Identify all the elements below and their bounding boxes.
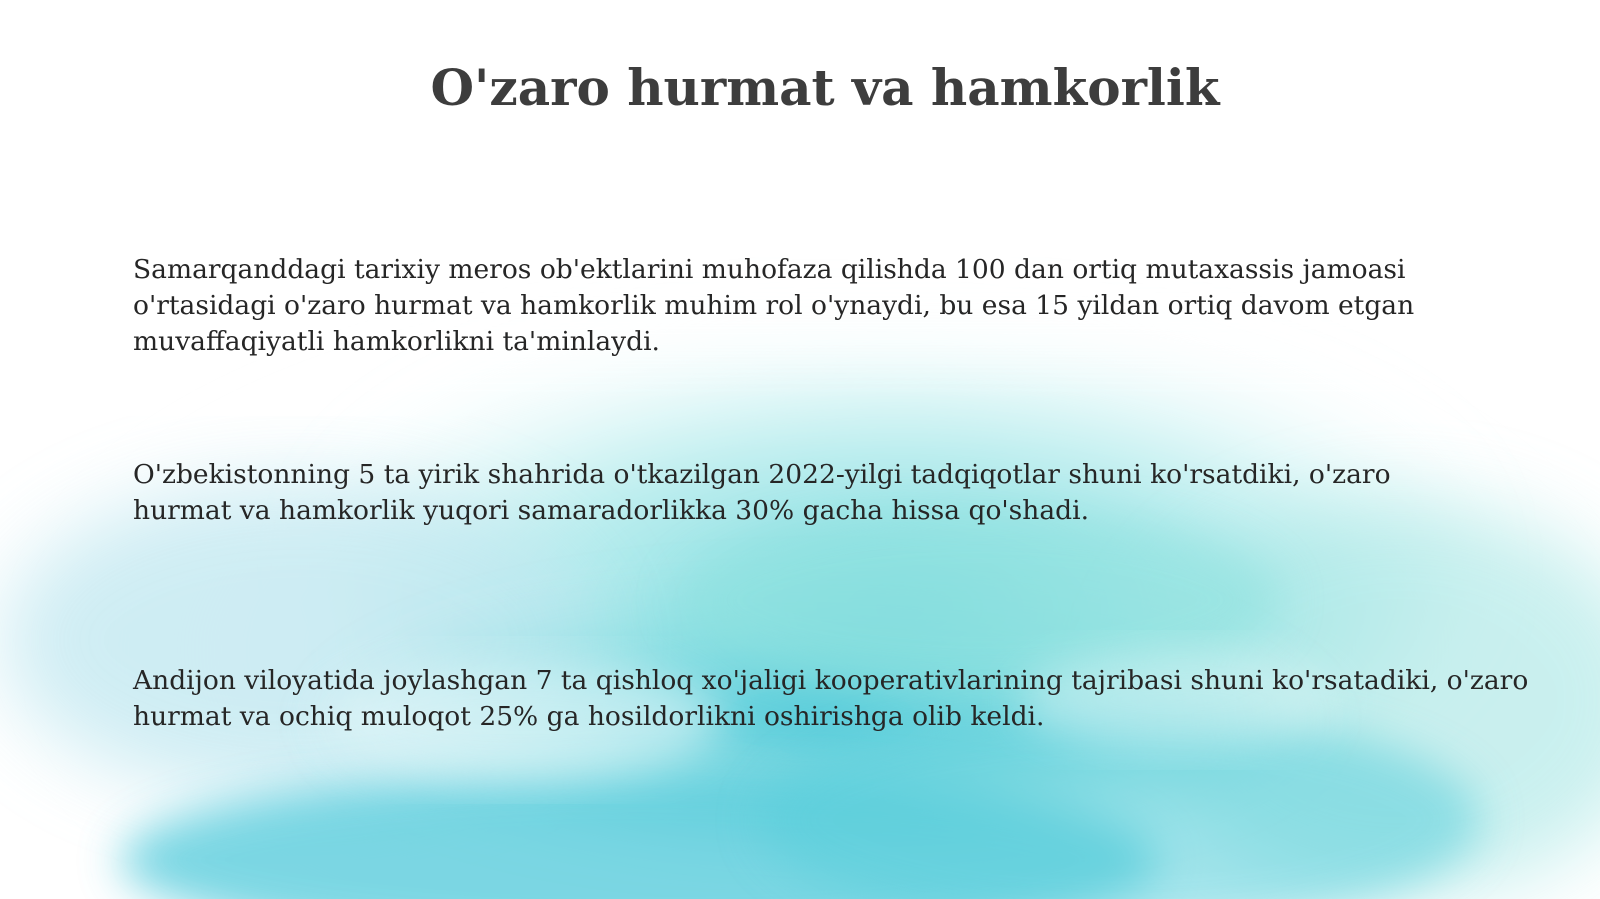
- paragraph-andijon: Andijon viloyatida joylashgan 7 ta qishloq xo'jaligi kooperativlarining tajribasi shuni ko'rsatadiki, o'zaro hurmat va ochiq muloqot 25% ga hosildorlikni oshirishga olib keldi.: [133, 665, 1529, 732]
- slide-title: O'zaro hurmat va hamkorlik: [430, 58, 1220, 117]
- paragraph-samarqand: Samarqanddagi tarixiy meros ob'ektlarini muhofaza qilishda 100 dan ortiq mutaxassis jamoasi o'rtasidagi o'zaro hurmat va hamkorlik muhim rol o'ynaydi, bu esa 15 yildan ortiq davom etgan muvaffaqiyatli hamkorlikni ta'minlaydi.: [133, 254, 1415, 357]
- paragraph-research-2022: O'zbekistonning 5 ta yirik shahrida o'tkazilgan 2022-yilgi tadqiqotlar shuni ko'rsatdiki, o'zaro hurmat va hamkorlik yuqori samaradorlikka 30% gacha hissa qo'shadi.: [133, 459, 1391, 526]
